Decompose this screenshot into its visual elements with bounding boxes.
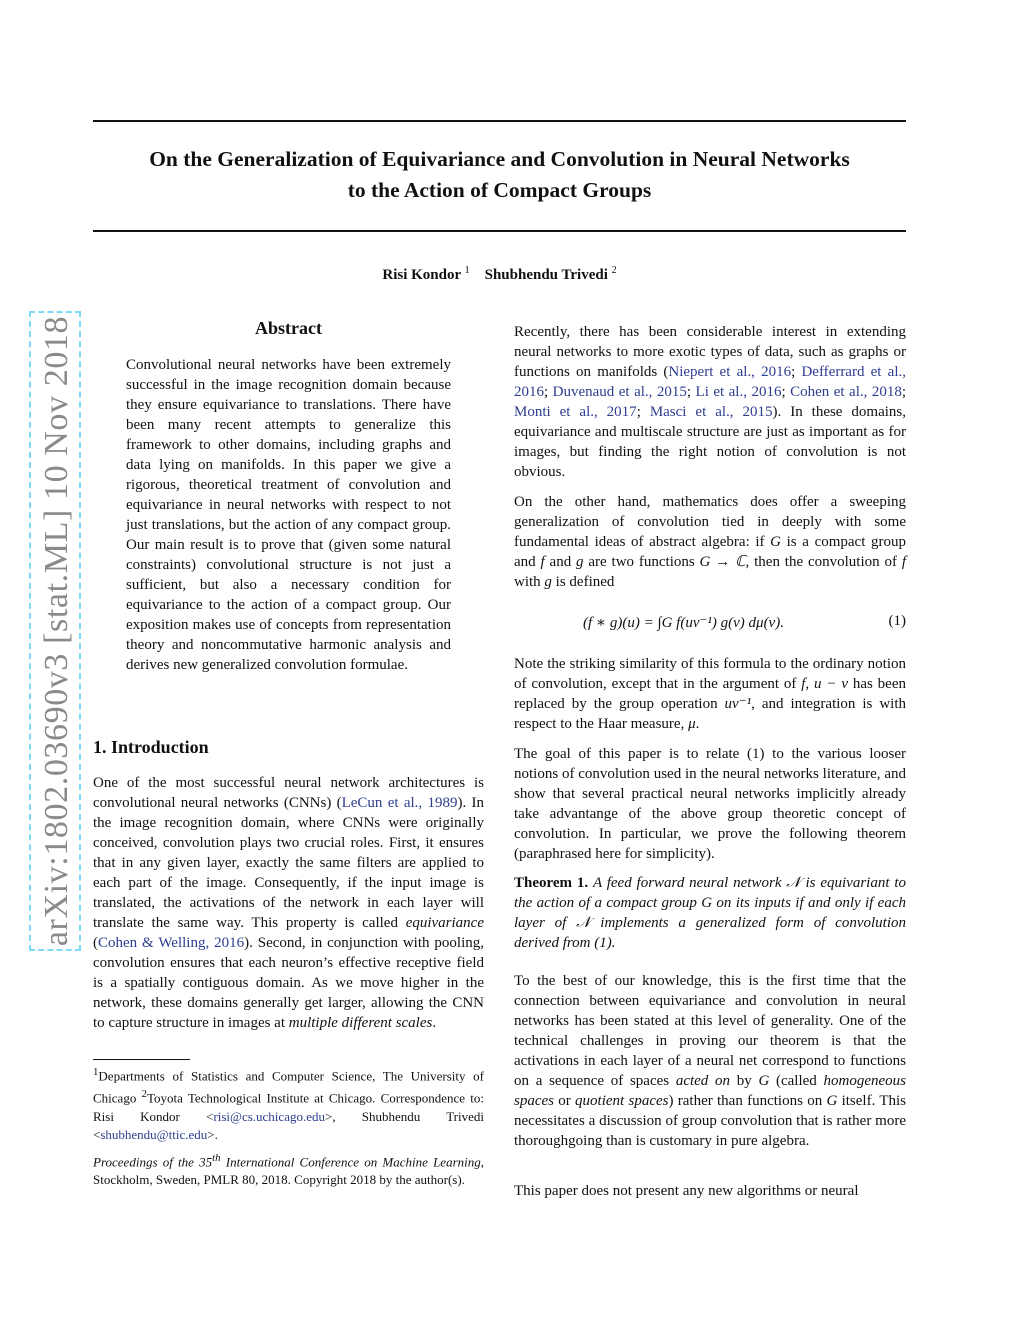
abstract-text: Convolutional neural networks have been extremely successful in the image recognition domain because they ensure equivariance to translations. There have been many recent attempts to generalize this framework to other domains, including graphs and data lying on manifolds. In this paper we give a rigorous, theoretical treatment of convolution and equivariance in neural networks with respect to not just translations, but the action of any compact group. Our main result is to prove that (given some natural constraints) convolutional structure is not just a sufficient, but also a necessary condition for equivariance to the action of a compact group. Our exposition makes use of concepts from representation theory and noncommutative harmonic analysis and derives new generalized convolution formulae. [126, 357, 451, 673]
email-link[interactable]: risi@cs.uchicago.edu [213, 1108, 325, 1124]
theorem-1 [514, 873, 906, 953]
author-list [93, 265, 906, 284]
proceedings-note: Proceedings of the 35th International Conference on Machine Learning, Stockholm, Sweden, PMLR 80, 2018. Copyright 2018 by the author(s). [93, 1152, 484, 1188]
equation-number: (1) [888, 613, 906, 629]
equation-body: (f ∗ g)(u) = ∫G f(uv⁻¹) g(v) dμ(v). [583, 615, 784, 631]
citation-link[interactable]: Niepert et al., 2016 [668, 364, 792, 380]
theorem-label: Theorem 1. [514, 875, 589, 891]
title-line-2: to the Action of Compact Groups [347, 178, 652, 202]
author-name: Shubhendu Trivedi [484, 267, 608, 283]
email-link[interactable]: shubhendu@ttic.edu [100, 1126, 208, 1142]
title-bottom-rule [93, 230, 906, 232]
intro-paragraph: One of the most successful neural network architectures is convolutional neural networks (CNNs) (LeCun et al., 1989). In the image recognition domain, where CNNs were originally conceived, convolution plays two crucial roles. First, it ensures that in any given layer, exactly the same filters are applied to each part of the image. Consequently, if the input image is translated, the activations of the network in each layer will translate the same way. This property is called equivariance (Cohen & Welling, 2016). Second, in conjunction with pooling, convolution ensures that each neuron’s effective receptive field is a spatially contiguous domain. As we move higher in the network, these domains generally get larger, allowing the CNN to capture structure in images at multiple different scales. [93, 775, 484, 1031]
citation-link[interactable]: Masci et al., 2015 [649, 404, 773, 420]
author-name: Risi Kondor [382, 267, 461, 283]
top-rule [93, 120, 906, 122]
paragraph-related-work: Recently, there has been considerable interest in extending neural networks to more exotic types of data, such as graphs or functions on manifolds (Niepert et al., 2016; Defferrard et al., 2016; Duvenaud et al., 2015; Li et al., 2016; Cohen et al., 2018; Monti et al., 2017; Masci et al., 2015). In these domains, equivariance and multiscale structure are just as important as for images, but finding the right notion of convolution is not obvious. [514, 324, 907, 480]
paragraph-similarity: Note the striking similarity of this formula to the ordinary notion of convolution, except that in the argument of f, u − v has been replaced by the group operation uv⁻¹, and integration is with respect to the Haar measure, μ. [514, 656, 907, 732]
emphasis: equivariance [405, 915, 484, 931]
author-affiliation: 2 [611, 265, 617, 276]
paragraph-generality: To the best of our knowledge, this is the first time that the connection between equivariance and convolution in neural networks has been stated at this level of generality. One of the technical challenges in proving our theorem is that the activations in each layer of a neural net correspond to functions on a sequence of spaces acted on by G (called homogeneous spaces or quotient spaces) rather than functions on G itself. This necessitates a discussion of group convolution that is rather more thoroughgoing than is customary in pure algebra. [514, 973, 907, 1149]
paragraph-group-convolution: On the other hand, mathematics does offer a sweeping generalization of convolution tied in deeply with some fundamental ideas of abstract algebra: if G is a compact group and f and g are two functions G → ℂ, then the convolution of f with g is defined [514, 494, 906, 590]
author-affiliation: 1 [464, 265, 470, 276]
paragraph-goal: The goal of this paper is to relate (1) to the various looser notions of convolution used in the neural networks literature, and show that several practical neural networks implicitly already take advantange of the above group theoretic concept of convolution. In particular, we prove the following theorem (paraphrased here for simplicity). [514, 746, 906, 862]
citation-link[interactable]: LeCun et al., 1989 [341, 795, 458, 811]
emphasis: multiple different scales [288, 1015, 433, 1031]
citation-link[interactable]: Cohen et al., 2018 [790, 384, 902, 400]
theorem-statement: A feed forward neural network 𝒩 is equivariant to the action of a compact group G on its inputs if and only if each layer of 𝒩 implements a generalized form of convolution derived from (1). [514, 875, 907, 951]
citation-link[interactable]: Cohen & Welling, 2016 [98, 935, 245, 951]
citation-link[interactable]: Defferrard et al., 2016 [514, 364, 906, 400]
equation-1 [514, 607, 906, 641]
paper-title [93, 144, 906, 206]
citation-link[interactable]: Li et al., 2016 [695, 384, 782, 400]
paragraph-scope: This paper does not present any new algorithms or neural [514, 1183, 859, 1199]
section-heading-introduction: 1. Introduction [93, 737, 209, 757]
footnote: $^1$Departments of Statistics and Computer Science, The University of Chicago $^2$Toyota Technological Institute at Chicago. Correspondence to: Risi Kondor <risi@cs.uchicago.edu>, Shubhendu Trivedi <shubhendu@ttic.edu>. [93, 1066, 484, 1142]
arxiv-stamp[interactable]: arXiv:1802.03690v3 [stat.ML] 10 Nov 2018 [29, 311, 81, 951]
citation-link[interactable]: Duvenaud et al., 2015 [552, 384, 687, 400]
citation-link[interactable]: Monti et al., 2017 [514, 404, 637, 420]
title-line-1: On the Generalization of Equivariance and Convolution in Neural Networks [149, 147, 850, 171]
footnote-rule [93, 1059, 190, 1060]
abstract-heading: Abstract [255, 318, 322, 338]
